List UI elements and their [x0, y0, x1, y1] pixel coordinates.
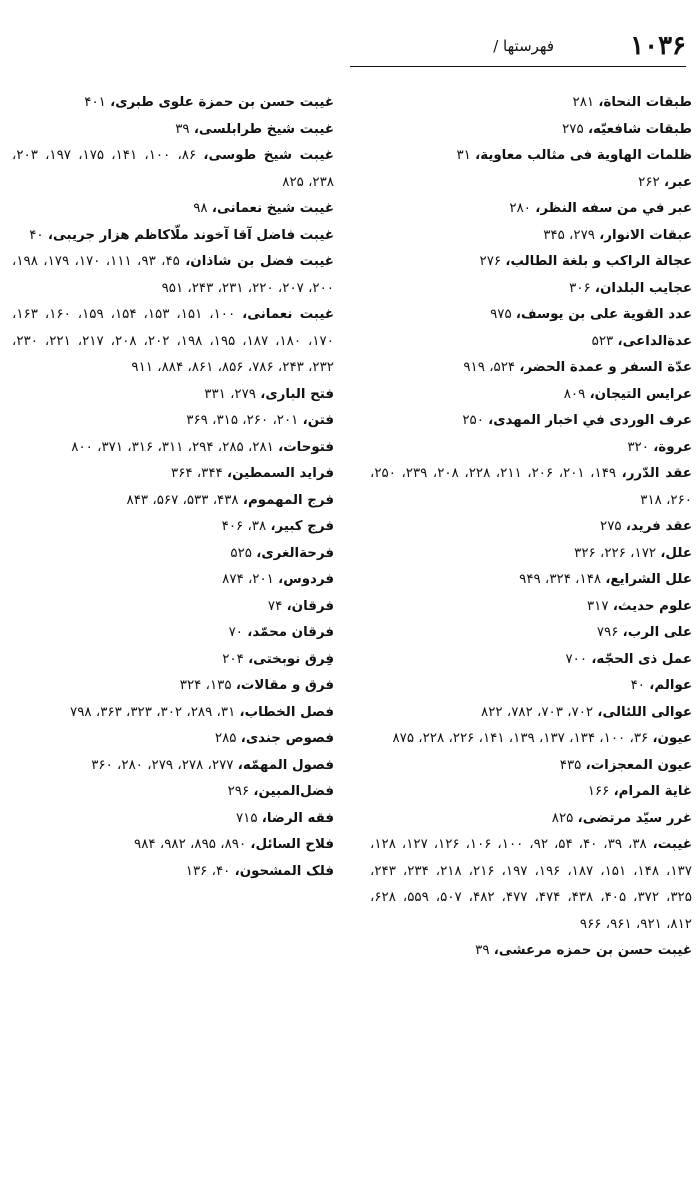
entry-pages: ۱۷۲، ۲۲۶، ۳۲۶ [574, 545, 661, 561]
index-entry [12, 514, 334, 541]
entry-pages: ۷۹۶ [596, 625, 623, 640]
entry-pages: ۳۲۰ [627, 439, 654, 455]
entry-title: غيبت حسن بن حمزه مرعشى، [493, 943, 692, 958]
entry-pages: ۳۹ [475, 943, 494, 958]
index-entry [12, 223, 334, 250]
index-column-left [12, 90, 334, 885]
entry-title: فرايد السمطين، [227, 466, 334, 481]
index-entry [12, 753, 334, 780]
entry-pages: ۲۹۶ [227, 784, 254, 799]
index-entry [370, 726, 692, 753]
entry-title: غيبت شيخ طرابلسى، [193, 121, 334, 137]
entry-title: عبر، [663, 174, 692, 190]
index-entry [12, 302, 334, 382]
entry-pages: ۳۸، ۳۹، ۴۰، ۵۴، ۹۲، ۱۰۰، ۱۰۶، ۱۲۶، ۱۲۷، ۱۲۸، ۱۳۷، ۱۴۸، ۱۵۱، ۱۸۷، ۱۹۶، ۱۹۷، ۲۱۶، ۲۱۸، ۲۳۴، ۲۴۳، ۳۲۵، ۳۷۲، ۴۰۵، ۴۳۸، ۴۷۴، ۴۷۷، ۴۸۲، ۵۰۷، ۵۵۹، ۶۲۸، ۸۱۲، ۹۲۱، ۹۶۱، ۹۶۶ [370, 837, 692, 932]
index-entry [370, 938, 692, 965]
index-entry [370, 753, 692, 780]
entry-title: فرج كبير، [270, 519, 334, 534]
index-entry [370, 700, 692, 727]
index-entry [12, 700, 334, 727]
entry-title: علوم حديث، [612, 598, 692, 614]
entry-pages: ۷۰ [228, 625, 248, 640]
entry-pages: ۷۴ [267, 598, 287, 614]
index-entry [12, 90, 334, 117]
entry-pages: ۷۰۲، ۷۰۳، ۷۸۲، ۸۲۲ [481, 704, 598, 720]
entry-pages: ۳۱، ۲۸۹، ۳۰۲، ۳۲۳، ۳۶۳، ۷۹۸ [70, 704, 240, 720]
entry-title: غيبت حسن بن حمزة علوى طبرى، [110, 95, 334, 110]
entry-pages: ۸۶، ۱۰۰، ۱۴۱، ۱۷۵، ۱۹۷، ۲۰۳، ۲۳۸، ۸۲۵ [12, 148, 334, 190]
entry-pages: ۳۱۷ [586, 598, 613, 614]
index-entry [12, 779, 334, 806]
entry-title: فلاح السائل، [250, 837, 334, 852]
entry-title: علل، [660, 545, 692, 561]
entry-pages: ۸۰۹ [563, 386, 590, 402]
index-column-right [370, 90, 692, 965]
entry-pages: ۱۳۵، ۳۲۴ [179, 678, 236, 693]
index-entry [370, 90, 692, 117]
entry-pages: ۲۸۱، ۲۸۵، ۲۹۴، ۳۱۱، ۳۱۶، ۳۷۱، ۸۰۰ [71, 439, 279, 455]
entry-title: غيبت شيخ طوسى، [203, 148, 334, 163]
entry-pages: ۴۰ [29, 227, 48, 243]
index-entry [370, 355, 692, 382]
entry-title: فصل الخطاب، [239, 704, 334, 720]
entry-pages: ۲۷۷، ۲۷۸، ۲۷۹، ۲۸۰، ۳۶۰ [91, 757, 238, 773]
entry-title: فتوحات، [278, 439, 334, 455]
index-entry [12, 196, 334, 223]
entry-pages: ۲۶۲ [638, 174, 664, 190]
entry-title: عروة، [653, 439, 692, 455]
entry-pages: ۹۸ [193, 201, 212, 216]
running-title: فهرستها / [493, 37, 554, 55]
entry-title: عدّة السفر و عمدة الحضر، [519, 360, 692, 375]
entry-pages: ۳۹ [175, 121, 194, 137]
entry-pages: ۴۳۵ [559, 757, 586, 773]
entry-pages: ۴۰۱ [84, 95, 111, 110]
entry-pages: ۳۸، ۴۰۶ [221, 519, 271, 534]
index-entry [12, 620, 334, 647]
entry-pages: ۷۱۵ [235, 810, 262, 826]
entry-pages: ۱۶۶ [587, 784, 614, 799]
entry-pages: ۴۵، ۹۳، ۱۱۱، ۱۷۰، ۱۷۹، ۱۹۸، ۲۰۰، ۲۰۷، ۲۲۰، ۲۳۱، ۲۴۳، ۹۵۱ [12, 254, 334, 296]
entry-title: عيون المعجزات، [585, 757, 692, 773]
entry-title: غيبت، [652, 837, 692, 852]
index-entry [370, 779, 692, 806]
entry-title: فتن، [302, 413, 334, 428]
entry-title: ظلمات الهاوية فى مثالب معاوية، [475, 148, 692, 163]
entry-pages: ۵۲۴، ۹۱۹ [463, 360, 520, 375]
entry-pages: ۸۹۰، ۸۹۵، ۹۸۲، ۹۸۴ [134, 837, 251, 852]
entry-pages: ۲۵۰ [462, 413, 489, 428]
index-entry [370, 329, 692, 356]
entry-title: عقد فريد، [625, 519, 692, 534]
index-entry [12, 673, 334, 700]
entry-title: عبقات الانوار، [599, 227, 692, 243]
index-entry [370, 514, 692, 541]
entry-title: طبقات النحاة، [598, 95, 692, 110]
entry-pages: ۱۴۹، ۲۰۱، ۲۰۶، ۲۱۱، ۲۲۸، ۲۰۸، ۲۳۹، ۲۵۰، ۲۶۰، ۳۱۸ [370, 466, 692, 508]
index-entry [370, 223, 692, 250]
index-entry [12, 408, 334, 435]
header-rule [350, 66, 686, 67]
entry-title: فضل‌المبين، [253, 784, 334, 799]
entry-title: فرج المهموم، [242, 492, 334, 508]
entry-pages: ۱۴۸، ۳۲۴، ۹۴۹ [519, 572, 606, 587]
entry-pages: ۲۸۱ [572, 95, 599, 110]
entry-title: غرر سيّد مرتضى، [577, 810, 692, 826]
index-entry [370, 806, 692, 833]
entry-pages: ۴۰ [630, 678, 650, 693]
page-header [350, 30, 686, 66]
index-entry [370, 541, 692, 568]
index-entry [370, 594, 692, 621]
entry-title: غيبت فضل بن شاذان، [185, 254, 334, 269]
entry-title: غاية المرام، [613, 784, 692, 799]
entry-title: فردوس، [278, 572, 334, 587]
entry-title: عجايب البلدان، [594, 280, 692, 296]
entry-pages: ۲۸۰ [509, 201, 536, 216]
entry-title: عرف الوردى في اخبار المهدى، [488, 413, 692, 428]
index-entry [370, 435, 692, 462]
entry-title: عوالى اللئالى، [597, 704, 692, 720]
entry-pages: ۳۰۶ [569, 280, 595, 296]
entry-pages: ۲۷۹، ۳۳۱ [204, 386, 261, 402]
entry-title: عوالم، [649, 678, 692, 693]
entry-pages: ۳۶، ۱۰۰، ۱۳۴، ۱۳۷، ۱۳۹، ۱۴۱، ۲۲۶، ۲۲۸، ۸۷۵ [392, 731, 653, 746]
entry-pages: ۳۴۴، ۳۶۴ [171, 466, 228, 481]
index-entry [12, 594, 334, 621]
index-entry [370, 647, 692, 674]
entry-title: غيبت شيخ نعمانى، [211, 201, 334, 216]
entry-pages: ۵۲۳ [591, 333, 618, 349]
entry-title: علل الشرايع، [605, 572, 692, 587]
index-entry [12, 806, 334, 833]
entry-title: غيبت نعمانى، [242, 307, 334, 322]
index-entry [12, 567, 334, 594]
entry-title: عدةالداعى، [617, 333, 692, 349]
entry-pages: ۹۷۵ [490, 307, 516, 322]
entry-title: فِرق نوبختى، [248, 651, 334, 667]
index-entry [370, 276, 692, 303]
entry-pages: ۷۰۰ [565, 651, 592, 667]
entry-pages: ۲۰۴ [222, 651, 249, 667]
entry-title: عبر في من سفه النظر، [535, 201, 692, 216]
entry-title: فرق و مقالات، [235, 678, 334, 693]
entry-title: طبقات شافعيّه، [587, 121, 692, 137]
entry-pages: ۲۰۱، ۸۷۴ [222, 572, 279, 587]
entry-title: فرحةالغرى، [256, 545, 334, 561]
entry-pages: ۴۳۸، ۵۳۳، ۵۶۷، ۸۴۳ [126, 492, 243, 508]
entry-title: عرايس التيجان، [589, 386, 692, 402]
entry-title: فلک المشحون، [234, 863, 334, 879]
index-entry [370, 117, 692, 144]
index-entry [370, 673, 692, 700]
entry-title: عقد الدّرر، [621, 466, 692, 481]
index-entry [12, 488, 334, 515]
entry-pages: ۴۰، ۱۳۶ [185, 863, 235, 879]
entry-pages: ۵۲۵ [230, 545, 257, 561]
index-entry [12, 117, 334, 144]
index-entry [370, 567, 692, 594]
entry-title: على الرب، [622, 625, 692, 640]
index-entry [370, 408, 692, 435]
entry-pages: ۲۸۵ [214, 731, 241, 746]
entry-title: عدد القوية على بن يوسف، [515, 307, 692, 322]
entry-pages: ۲۷۶ [479, 254, 506, 269]
index-entry [12, 726, 334, 753]
index-entry [12, 541, 334, 568]
index-entry [12, 143, 334, 196]
index-entry [370, 196, 692, 223]
index-entry [370, 249, 692, 276]
entry-title: غيبت فاضل آقا آخوند ملّاكاظم هزار جريبى، [47, 227, 334, 243]
index-entry [370, 382, 692, 409]
index-entry [370, 832, 692, 938]
entry-pages: ۲۷۵ [562, 121, 588, 137]
entry-title: فصول المهمّه، [237, 757, 334, 773]
index-entry [370, 143, 692, 170]
page-number: ۱۰۳۶ [630, 31, 686, 61]
entry-pages: ۲۷۵ [600, 519, 626, 534]
entry-title: عيون، [652, 731, 692, 746]
entry-pages: ۲۰۱، ۲۶۰، ۳۱۵، ۳۶۹ [186, 413, 303, 428]
entry-title: فرقان، [286, 598, 334, 614]
index-entry [370, 302, 692, 329]
entry-title: فقه الرضا، [261, 810, 334, 826]
entry-title: عجالة الراكب و بلغة الطالب، [505, 254, 692, 269]
index-entry [12, 859, 334, 886]
entry-title: عمل ذى الحجّه، [591, 651, 692, 667]
index-entry [12, 435, 334, 462]
index-entry [370, 170, 692, 197]
index-entry [12, 832, 334, 859]
index-entry [12, 249, 334, 302]
entry-pages: ۸۲۵ [551, 810, 578, 826]
entry-pages: ۲۷۹، ۳۴۵ [543, 227, 600, 243]
index-entry [370, 620, 692, 647]
index-entry [370, 461, 692, 514]
entry-title: فرقان محمّد، [247, 625, 334, 640]
entry-title: فتح البارى، [260, 386, 334, 402]
entry-pages: ۳۱ [456, 148, 476, 163]
entry-title: فصوص جندى، [240, 731, 334, 746]
index-entry [12, 647, 334, 674]
index-entry [12, 382, 334, 409]
index-entry [12, 461, 334, 488]
entry-pages: ۱۰۰، ۱۵۱، ۱۵۳، ۱۵۴، ۱۵۹، ۱۶۰، ۱۶۳، ۱۷۰، ۱۸۰، ۱۸۷، ۱۹۵، ۱۹۸، ۲۰۲، ۲۰۸، ۲۱۷، ۲۲۱، ۲۳۰، ۲۳۲، ۲۴۳، ۷۸۶، ۸۵۶، ۸۶۱، ۸۸۴، ۹۱۱ [12, 307, 334, 375]
